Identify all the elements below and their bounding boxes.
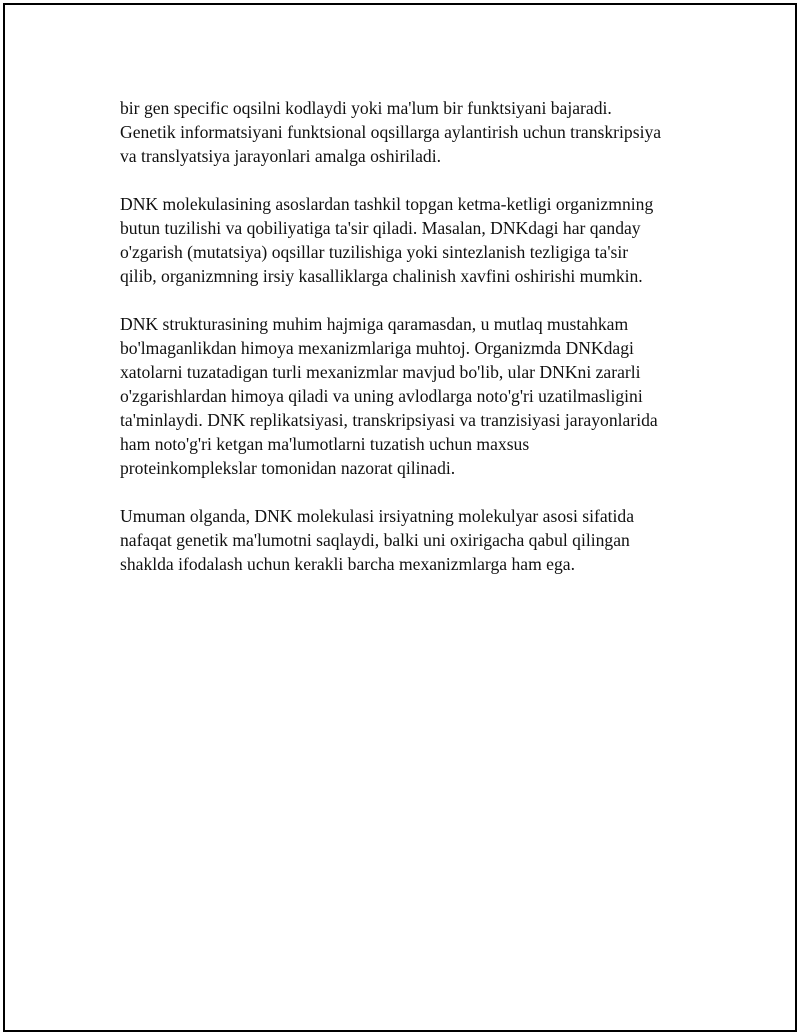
document-page bbox=[3, 3, 797, 1032]
paragraph-2: DNK molekulasining asoslardan tashkil topgan ketma-ketligi organizmning butun tuzilishi va qobiliyatiga ta'sir qiladi. Masalan, DNKdagi har qanday o'zgarish (mutatsiya) oqsillar tuzilishiga yoki sintezlanish tezligiga ta'sir qilib, organizmning irsiy kasalliklarga chalinish xavfini oshirishi mumkin. bbox=[120, 194, 654, 286]
paragraph-1: bir gen specific oqsilni kodlaydi yoki ma'lum bir funktsiyani bajaradi. Genetik informatsiyani funktsional oqsillarga aylantirish uchun transkripsiya va translyatsiya jarayonlari amalga oshiriladi. bbox=[120, 98, 662, 166]
paragraph-3: DNK strukturasining muhim hajmiga qaramasdan, u mutlaq mustahkam bo'lmaganlikdan himoya mexanizmlariga muhtoj. Organizmda DNKdagi xatolarni tuzatadigan turli mexanizmlar mavjud bo'lib, ular DNKni zararli o'zgarishlardan himoya qiladi va uning avlodlarga noto'g'ri uzatilmasligini ta'minlaydi. DNK replikatsiyasi, transkripsiyasi va tranzisiyasi jarayonlarida ham noto'g'ri ketgan ma'lumotlarni tuzatish uchun maxsus proteinkomplekslar tomonidan nazorat qilinadi. bbox=[120, 314, 658, 478]
paragraph-4: Umuman olganda, DNK molekulasi irsiyatning molekulyar asosi sifatida nafaqat genetik ma'lumotni saqlaydi, balki uni oxirigacha qabul qilingan shaklda ifodalash uchun kerakli barcha mexanizmlarga ham ega. bbox=[120, 506, 635, 574]
document-body bbox=[120, 96, 700, 600]
